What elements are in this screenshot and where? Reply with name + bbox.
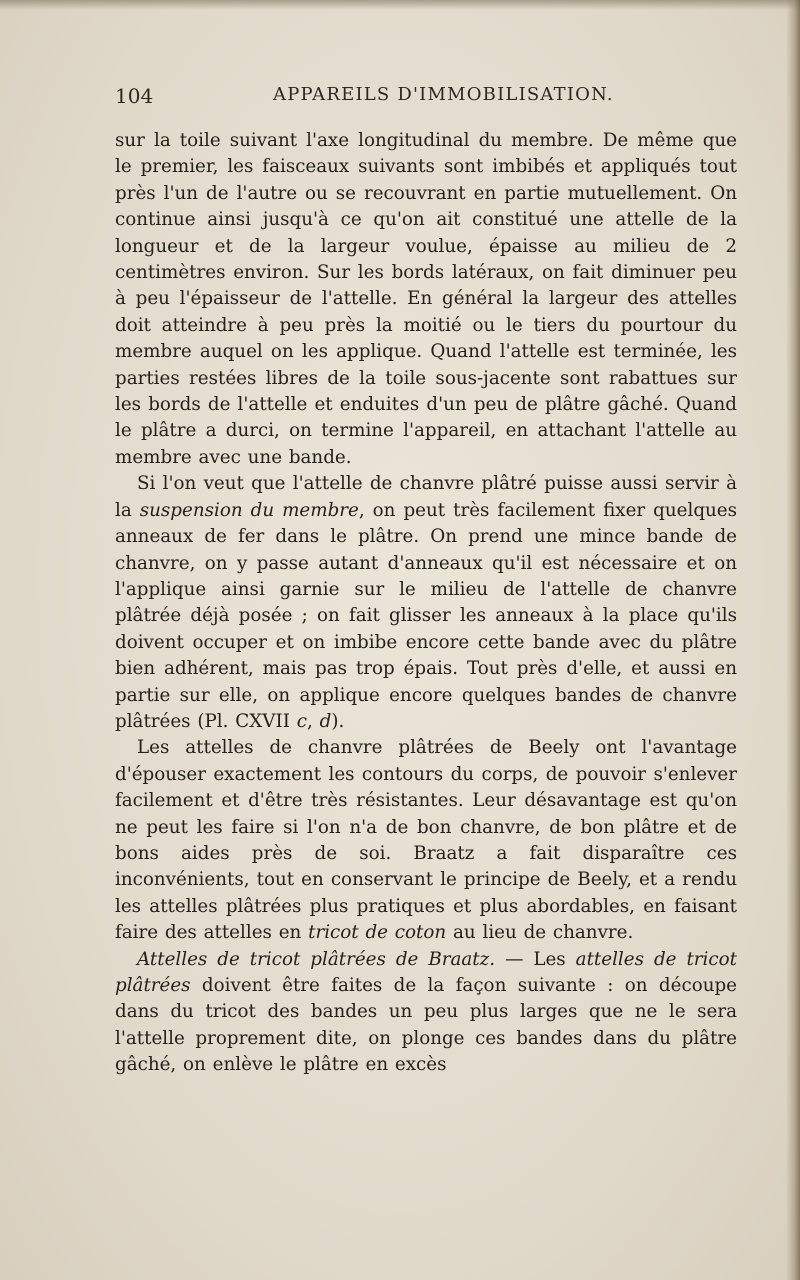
paragraph-3 [115,735,737,946]
plate-ref-sep: , [306,710,320,732]
paragraph-4-dash: — Les [495,948,576,970]
section-heading-braatz: Attelles de tricot plâtrées de Braatz. [137,948,496,970]
paragraph-4-text: doivent être faites de la façon suivante : on découpe dans du tricot des bandes un peu plus larges que ne le sera l'attelle proprement dite, on plonge ces bandes dans du plâtre gâché, on enlève le plâtre en excès [115,975,737,1076]
paragraph-2 [115,471,737,735]
paragraph-2-text-a: Si l'on veut que l'attelle de chanvre plâtré puisse aussi servir à la [115,473,737,521]
paragraph-2-italic: suspension du membre [139,499,359,521]
paragraph-3-italic: tricot de coton [308,922,447,944]
running-header [115,84,735,114]
plate-ref-d: d [319,710,332,732]
paragraph-1 [115,128,737,471]
page-right-edge [786,0,800,1280]
plate-ref-c: c [296,710,307,732]
paragraph-2-text-b: , on peut très facilement fixer quelques anneaux de fer dans le plâtre. On prend une mince bande de chanvre, on y passe autant d'anneaux qu'il est nécessaire et on l'applique ainsi garnie sur le milieu de l'attelle de chanvre plâtrée déjà posée ; on fait glisser les anneaux à la place qu'ils doivent occuper et on imbibe encore cette bande avec du plâtre bien adhérent, mais pas trop épais. Tout près d'elle, et aussi en partie sur elle, on applique encore quelques bandes de chanvre plâtrées (Pl. CXVII [115,499,737,732]
paragraph-1-text: sur la toile suivant l'axe longitudinal du membre. De même que le premier, les faisceaux suivants sont imbibés et appliqués tout près l'un de l'autre ou se recouvrant en partie mutuellement. On continue ainsi jusqu'à ce qu'on ait constitué une attelle de la longueur et de la largeur voulue, épaisse au milieu de 2 centimètres environ. Sur les bords latéraux, on fait diminuer peu à peu l'épaisseur de l'attelle. En général la largeur des attelles doit atteindre à peu près la moitié ou le tiers du pourtour du membre auquel on les applique. Quand l'attelle est terminée, les parties restées libres de la toile sous-jacente sont rabattues sur les bords de l'attelle et enduites d'un peu de plâtre gâché. Quand le plâtre a durci, on termine l'appareil, en attachant l'attelle au membre avec une bande. [115,130,737,468]
page-number: 104 [115,84,154,108]
paragraph-4 [115,947,737,1079]
running-title: APPAREILS D'IMMOBILISATION. [273,84,614,105]
paragraph-3-text-a: Les attelles de chanvre plâtrées de Beely ont l'avantage d'épouser exactement les contours du corps, de pouvoir s'enlever facilement et d'être très résistantes. Leur désavantage est qu'on ne peut les faire si l'on n'a de bon chanvre, de bon plâtre et de bons aides près de soi. Braatz a fait disparaître ces inconvénients, tout en conservant le principe de Beely, et a rendu les attelles plâtrées plus pratiques et plus abordables, en faisant faire des attelles en [115,737,737,944]
paragraph-2-end: ). [331,710,345,732]
body-text [115,128,737,1079]
paragraph-3-text-b: au lieu de chanvre. [446,922,634,944]
paragraph-4-italic: attelles de tricot plâtrées [115,948,737,996]
page-top-shadow [0,0,800,10]
